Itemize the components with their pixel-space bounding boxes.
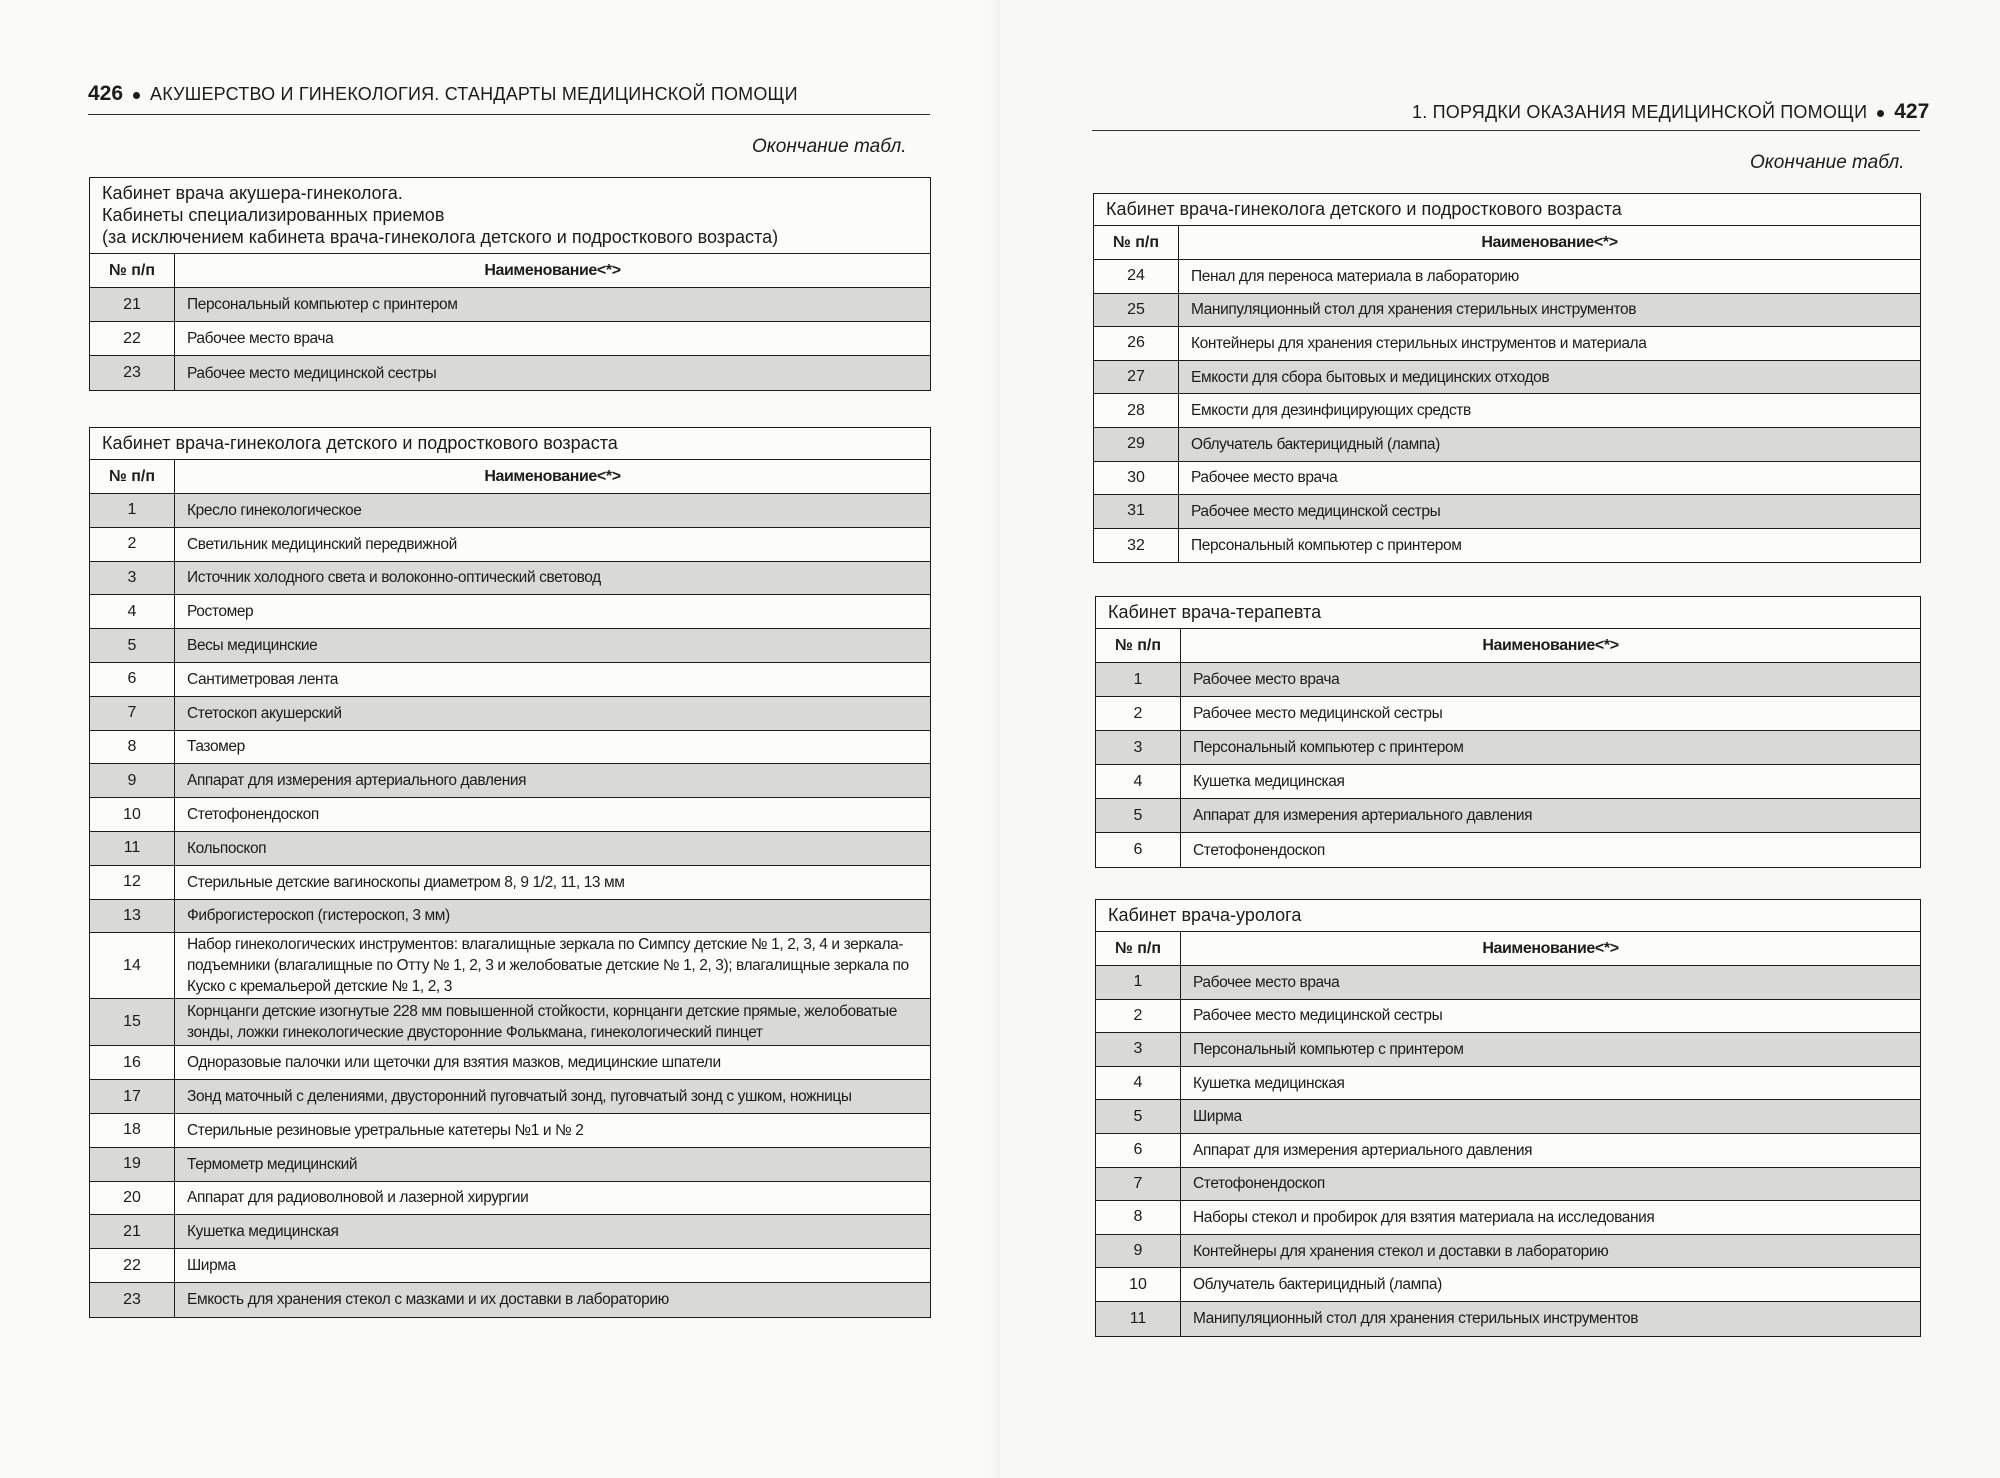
table-row [1096, 1000, 1920, 1034]
row-item-name: Рабочее место медицинской сестры [1193, 1007, 1443, 1025]
table-row [1094, 394, 1920, 428]
table-pediatric-gynecologist-end [1093, 193, 1921, 563]
table-row [1094, 361, 1920, 395]
table-row [1096, 1067, 1920, 1101]
running-title: АКУШЕРСТВО И ГИНЕКОЛОГИЯ. СТАНДАРТЫ МЕДИЦИНСКОЙ ПОМОЩИ [150, 84, 798, 104]
row-number: 2 [90, 528, 175, 561]
row-item-name: Тазомер [187, 738, 245, 756]
row-item-name: Наборы стекол и пробирок для взятия материала на исследования [1193, 1208, 1655, 1226]
row-number: 25 [1094, 294, 1179, 327]
column-header-number: № п/п [1096, 932, 1181, 965]
row-item-name: Кушетка медицинская [1193, 1074, 1345, 1092]
row-number: 21 [90, 1215, 175, 1248]
table-row [90, 356, 930, 390]
row-number: 5 [90, 629, 175, 662]
row-number: 28 [1094, 394, 1179, 427]
row-number: 16 [90, 1046, 175, 1079]
table-row [90, 1283, 930, 1317]
table-row [90, 1046, 930, 1080]
row-number: 18 [90, 1114, 175, 1147]
row-item-name: Ширма [1193, 1108, 1242, 1126]
row-number: 6 [90, 663, 175, 696]
table-row [1094, 428, 1920, 462]
table-row [1096, 1235, 1920, 1269]
table-row [90, 322, 930, 356]
bullet-dot-icon [133, 92, 140, 99]
table-row [90, 1080, 930, 1114]
table-caption [1094, 194, 1920, 226]
table-row [90, 595, 930, 629]
row-item-name: Рабочее место врача [1193, 671, 1340, 688]
row-item-name: Кольпоскоп [187, 839, 267, 857]
caption-line: (за исключением кабинета врача-гинеколога детского и подросткового возраста) [102, 227, 779, 247]
row-number: 19 [90, 1148, 175, 1181]
row-number: 12 [90, 866, 175, 899]
table-therapist-office [1095, 596, 1921, 868]
table-row [1094, 462, 1920, 496]
row-number: 30 [1094, 462, 1179, 495]
table-header-row [1096, 629, 1920, 663]
left-running-header [88, 82, 798, 106]
row-item-name: Емкость для хранения стекол с мазками и их доставки в лабораторию [187, 1291, 669, 1309]
table-row [1096, 1134, 1920, 1168]
table-row [90, 288, 930, 322]
table-row [1096, 799, 1920, 833]
table-header-row [90, 254, 930, 288]
table-row [1096, 1033, 1920, 1067]
caption-line: Кабинет врача-терапевта [1108, 602, 1322, 622]
row-number: 8 [90, 731, 175, 764]
row-number: 11 [90, 832, 175, 865]
table-row [90, 832, 930, 866]
row-number: 27 [1094, 361, 1179, 394]
table-row [90, 697, 930, 731]
row-number: 3 [1096, 1033, 1181, 1066]
row-item-name: Аппарат для измерения артериального давления [187, 772, 527, 790]
table-obgyn-office [89, 177, 931, 391]
table-row [1096, 663, 1920, 697]
row-item-name: Емкости для сбора бытовых и медицинских отходов [1191, 368, 1550, 386]
row-number: 11 [1096, 1302, 1181, 1336]
table-row [90, 1114, 930, 1148]
row-item-name: Контейнеры для хранения стекол и доставки в лабораторию [1193, 1242, 1609, 1260]
table-row [90, 494, 930, 528]
column-header-name: Наименование<*> [484, 262, 621, 279]
row-item-name: Светильник медицинский передвижной [187, 535, 457, 553]
row-item-name: Сантиметровая лента [187, 670, 338, 688]
row-item-name: Персональный компьютер с принтером [187, 296, 458, 313]
row-number: 10 [1096, 1268, 1181, 1301]
table-header-row [90, 460, 930, 494]
row-number: 6 [1096, 1134, 1181, 1167]
row-item-name: Манипуляционный стол для хранения стерильных инструментов [1191, 301, 1637, 319]
table-row [1094, 495, 1920, 529]
table-caption [90, 178, 930, 254]
row-number: 6 [1096, 833, 1181, 867]
table-row [90, 562, 930, 596]
column-header-name: Наименование<*> [484, 468, 621, 485]
row-item-name: Стетофонендоскоп [1193, 1175, 1325, 1193]
row-item-name: Емкости для дезинфицирующих средств [1191, 402, 1471, 420]
table-row [90, 629, 930, 663]
table-row [90, 900, 930, 934]
caption-line: Кабинет врача-уролога [1108, 905, 1302, 925]
table-row [1096, 1201, 1920, 1235]
row-number: 4 [1096, 765, 1181, 798]
table-row [90, 1148, 930, 1182]
row-item-name: Рабочее место медицинской сестры [1191, 502, 1441, 520]
table-row [1096, 697, 1920, 731]
row-number: 3 [1096, 731, 1181, 764]
row-item-name: Ширма [187, 1257, 236, 1275]
table-caption [1096, 900, 1920, 932]
row-number: 23 [90, 356, 175, 390]
row-item-name: Аппарат для измерения артериального давления [1193, 1141, 1533, 1159]
caption-line: Кабинет врача акушера-гинеколога. [102, 183, 403, 203]
row-number: 23 [90, 1283, 175, 1317]
table-row [1096, 731, 1920, 765]
row-item-name: Аппарат для измерения артериального давления [1193, 807, 1533, 824]
row-item-name: Источник холодного света и волоконно-оптический световод [187, 569, 601, 587]
row-item-name: Стерильные резиновые уретральные катетеры №1 и № 2 [187, 1121, 584, 1139]
row-item-name: Фиброгистероскоп (гистероскоп, 3 мм) [187, 907, 450, 925]
continuation-label: Окончание табл. [752, 136, 907, 157]
row-item-name: Стерильные детские вагиноскопы диаметром 8, 9 1/2, 11, 13 мм [187, 873, 625, 891]
table-header-row [1096, 932, 1920, 966]
table-row [1094, 260, 1920, 294]
table-row [1096, 1302, 1920, 1336]
row-item-name: Контейнеры для хранения стерильных инструментов и материала [1191, 334, 1647, 352]
header-rule [1092, 130, 1920, 131]
row-number: 20 [90, 1182, 175, 1215]
row-number: 24 [1094, 260, 1179, 293]
row-item-name: Кушетка медицинская [187, 1223, 339, 1241]
row-item-name: Манипуляционный стол для хранения стерильных инструментов [1193, 1310, 1639, 1328]
row-item-name: Облучатель бактерицидный (лампа) [1191, 435, 1440, 453]
row-number: 22 [90, 322, 175, 355]
table-row [90, 731, 930, 765]
row-number: 14 [90, 933, 175, 998]
column-header-number: № п/п [1096, 629, 1181, 662]
row-number: 9 [1096, 1235, 1181, 1268]
row-number: 8 [1096, 1201, 1181, 1234]
table-row [90, 1249, 930, 1283]
column-header-name: Наименование<*> [1481, 234, 1618, 251]
table-row [90, 528, 930, 562]
table-pediatric-gynecologist [89, 427, 931, 1318]
row-number: 7 [90, 697, 175, 730]
row-number: 32 [1094, 529, 1179, 563]
row-number: 2 [1096, 697, 1181, 730]
row-number: 5 [1096, 799, 1181, 832]
table-row [90, 663, 930, 697]
row-number: 7 [1096, 1168, 1181, 1201]
row-number: 4 [90, 595, 175, 628]
row-number: 26 [1094, 327, 1179, 360]
column-header-number: № п/п [1094, 226, 1179, 259]
row-item-name: Зонд маточный с делениями, двусторонний пуговчатый зонд, пуговчатый зонд с ушком, ножницы [187, 1088, 852, 1106]
caption-line: Кабинет врача-гинеколога детского и подросткового возраста [1106, 199, 1622, 219]
row-item-name: Стетоскоп акушерский [187, 704, 342, 722]
table-urologist-office [1095, 899, 1921, 1337]
row-number: 13 [90, 900, 175, 933]
row-item-name: Кресло гинекологическое [187, 501, 362, 519]
table-row [1096, 1268, 1920, 1302]
page-number: 427 [1894, 100, 1930, 123]
row-item-name: Стетофонендоскоп [1193, 841, 1325, 859]
row-number: 10 [90, 798, 175, 831]
row-number: 17 [90, 1080, 175, 1113]
table-caption [1096, 597, 1920, 629]
table-row [1096, 765, 1920, 799]
table-row [1096, 1168, 1920, 1202]
row-item-name: Рабочее место врача [1191, 469, 1338, 487]
row-item-name: Ростомер [187, 603, 254, 621]
row-number: 22 [90, 1249, 175, 1282]
row-number: 1 [1096, 966, 1181, 999]
row-item-name: Корнцанги детские изогнутые 228 мм повышенной стойкости, корнцанги детские прямые, желобоватые зонды, ложки гинекологические двусторонние Фолькмана, гинекологический пинцет [187, 1003, 897, 1042]
row-item-name: Одноразовые палочки или щеточки для взятия мазков, медицинские шпатели [187, 1054, 721, 1072]
table-header-row [1094, 226, 1920, 260]
column-header-name: Наименование<*> [1482, 637, 1619, 654]
row-item-name: Термометр медицинский [187, 1155, 358, 1173]
table-row [90, 866, 930, 900]
table-caption [90, 428, 930, 460]
right-page [1000, 0, 2000, 1478]
column-header-name: Наименование<*> [1482, 940, 1619, 957]
table-row [90, 1215, 930, 1249]
caption-line: Кабинеты специализированных приемов [102, 205, 445, 225]
header-rule [88, 114, 930, 115]
row-item-name: Персональный компьютер с принтером [1193, 739, 1464, 756]
row-number: 1 [90, 494, 175, 527]
row-number: 1 [1096, 663, 1181, 696]
row-number: 31 [1094, 495, 1179, 528]
row-number: 4 [1096, 1067, 1181, 1100]
caption-line: Кабинет врача-гинеколога детского и подросткового возраста [102, 433, 618, 453]
continuation-label: Окончание табл. [1750, 152, 1905, 173]
table-row [1094, 327, 1920, 361]
table-row [90, 798, 930, 832]
row-item-name: Рабочее место врача [1193, 973, 1340, 991]
table-row [90, 764, 930, 798]
table-row [1094, 529, 1920, 563]
row-item-name: Персональный компьютер с принтером [1193, 1040, 1464, 1058]
row-item-name: Рабочее место врача [187, 330, 334, 347]
row-number: 9 [90, 764, 175, 797]
bullet-dot-icon [1877, 110, 1884, 117]
row-item-name: Персональный компьютер с принтером [1191, 537, 1462, 555]
row-item-name: Кушетка медицинская [1193, 773, 1345, 790]
row-item-name: Облучатель бактерицидный (лампа) [1193, 1276, 1442, 1294]
row-item-name: Рабочее место медицинской сестры [187, 364, 437, 382]
row-item-name: Весы медицинские [187, 637, 318, 655]
row-number: 5 [1096, 1100, 1181, 1133]
row-item-name: Рабочее место медицинской сестры [1193, 705, 1443, 722]
table-row [90, 999, 930, 1046]
row-item-name: Аппарат для радиоволновой и лазерной хирургии [187, 1189, 529, 1207]
row-number: 3 [90, 562, 175, 595]
table-row [90, 1182, 930, 1216]
running-title: 1. ПОРЯДКИ ОКАЗАНИЯ МЕДИЦИНСКОЙ ПОМОЩИ [1412, 102, 1868, 122]
row-item-name: Пенал для переноса материала в лабораторию [1191, 267, 1519, 285]
table-row [1094, 294, 1920, 328]
table-row [1096, 1100, 1920, 1134]
table-row [1096, 833, 1920, 867]
page-number: 426 [88, 82, 124, 105]
column-header-number: № п/п [90, 254, 175, 287]
column-header-number: № п/п [90, 460, 175, 493]
row-number: 15 [90, 999, 175, 1045]
row-number: 2 [1096, 1000, 1181, 1033]
table-row [90, 933, 930, 999]
row-number: 21 [90, 288, 175, 321]
row-item-name: Стетофонендоскоп [187, 806, 319, 824]
row-item-name: Набор гинекологических инструментов: влагалищные зеркала по Симпсу детские № 1, 2, 3, 4 и зеркала-подъемники (влагалищные по Отту № 1, 2, 3 и желобоватые детские № 1, 2, 3); влагалищные зеркала по Куско с кремальерой детские № 1, 2, 3 [187, 936, 909, 996]
row-number: 29 [1094, 428, 1179, 461]
table-row [1096, 966, 1920, 1000]
right-running-header [1412, 100, 1929, 124]
